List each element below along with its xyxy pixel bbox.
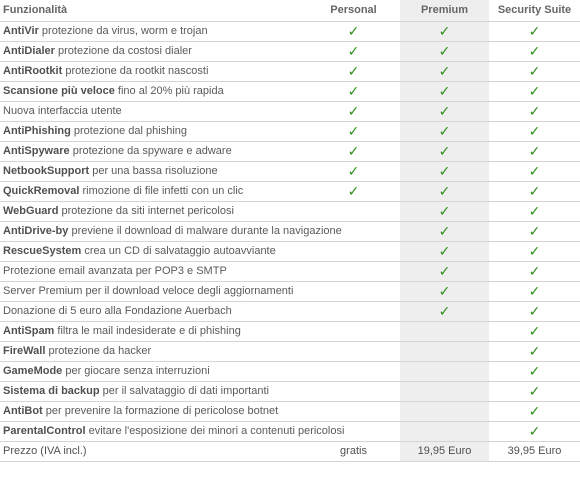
feature-row — [0, 121, 580, 141]
personal-included-cell — [307, 321, 400, 341]
premium-included-cell — [400, 41, 489, 61]
feature-description: Protezione email avanzata per POP3 e SMTP — [3, 265, 227, 277]
feature-description: per giocare senza interruzioni — [62, 365, 210, 377]
suite-included-cell — [489, 401, 580, 421]
checkmark-icon: ✓ — [528, 63, 541, 80]
suite-included-cell — [489, 201, 580, 221]
feature-row — [0, 401, 580, 421]
premium-included-cell — [400, 401, 489, 421]
checkmark-icon: ✓ — [438, 183, 451, 200]
feature-name: WebGuard — [3, 205, 59, 217]
suite-included-cell — [489, 161, 580, 181]
price-premium: 19,95 Euro — [400, 441, 489, 461]
feature-row — [0, 81, 580, 101]
feature-description: Donazione di 5 euro alla Fondazione Auerbach — [3, 305, 232, 317]
feature-description: protezione da siti internet pericolosi — [58, 205, 234, 217]
personal-included-cell — [307, 201, 400, 221]
feature-description: evitare l'esposizione dei minori a contenuti pericolosi — [85, 425, 345, 437]
checkmark-icon: ✓ — [528, 123, 541, 140]
feature-name: AntiPhishing — [3, 125, 71, 137]
premium-included-cell — [400, 81, 489, 101]
feature-row — [0, 341, 580, 361]
suite-included-cell — [489, 421, 580, 441]
feature-row — [0, 41, 580, 61]
checkmark-icon: ✓ — [528, 203, 541, 220]
feature-name: GameMode — [3, 365, 63, 377]
feature-cell — [0, 341, 307, 361]
checkmark-icon: ✓ — [528, 383, 541, 400]
suite-included-cell — [489, 121, 580, 141]
checkmark-icon: ✓ — [347, 183, 360, 200]
suite-included-cell — [489, 181, 580, 201]
personal-included-cell — [307, 101, 400, 121]
suite-included-cell — [489, 341, 580, 361]
suite-included-cell — [489, 81, 580, 101]
feature-name: AntiSpam — [3, 325, 55, 337]
checkmark-icon: ✓ — [347, 43, 360, 60]
feature-description: protezione da virus, worm e trojan — [38, 25, 208, 37]
feature-description: protezione da rootkit nascosti — [62, 65, 209, 77]
feature-description: fino al 20% più rapida — [114, 85, 224, 97]
feature-description: crea un CD di salvataggio autoavviante — [81, 245, 276, 257]
checkmark-icon: ✓ — [438, 303, 451, 320]
personal-included-cell — [307, 341, 400, 361]
premium-included-cell — [400, 221, 489, 241]
premium-included-cell — [400, 61, 489, 81]
feature-cell — [0, 321, 307, 341]
checkmark-icon: ✓ — [438, 223, 451, 240]
feature-name: Scansione più veloce — [3, 85, 115, 97]
feature-cell — [0, 361, 307, 381]
feature-description: per il salvataggio di dati importanti — [99, 385, 269, 397]
feature-row — [0, 421, 580, 441]
checkmark-icon: ✓ — [438, 103, 451, 120]
feature-description: Server Premium per il download veloce degli aggiornamenti — [3, 285, 294, 297]
premium-included-cell — [400, 261, 489, 281]
feature-cell — [0, 261, 307, 281]
feature-name: ParentalControl — [3, 425, 86, 437]
feature-description: filtra le mail indesiderate e di phishing — [54, 325, 241, 337]
premium-included-cell — [400, 321, 489, 341]
checkmark-icon: ✓ — [438, 83, 451, 100]
price-row — [0, 441, 580, 461]
checkmark-icon: ✓ — [528, 363, 541, 380]
premium-included-cell — [400, 361, 489, 381]
feature-cell — [0, 101, 307, 121]
personal-included-cell — [307, 61, 400, 81]
suite-included-cell — [489, 221, 580, 241]
feature-row — [0, 101, 580, 121]
checkmark-icon: ✓ — [528, 323, 541, 340]
price-personal: gratis — [307, 441, 400, 461]
premium-included-cell — [400, 301, 489, 321]
checkmark-icon: ✓ — [528, 183, 541, 200]
feature-row — [0, 141, 580, 161]
personal-included-cell — [307, 21, 400, 41]
feature-cell — [0, 281, 307, 301]
suite-included-cell — [489, 281, 580, 301]
personal-included-cell — [307, 261, 400, 281]
feature-name: AntiRootkit — [3, 65, 63, 77]
feature-cell — [0, 201, 307, 221]
feature-cell — [0, 21, 307, 41]
suite-included-cell — [489, 321, 580, 341]
feature-cell — [0, 121, 307, 141]
suite-included-cell — [489, 141, 580, 161]
feature-name: FireWall — [3, 345, 46, 357]
feature-name: AntiDialer — [3, 45, 55, 57]
feature-description: rimozione di file infetti con un clic — [79, 185, 244, 197]
feature-description: protezione da costosi dialer — [54, 45, 192, 57]
feature-row — [0, 301, 580, 321]
personal-included-cell — [307, 401, 400, 421]
personal-included-cell — [307, 381, 400, 401]
personal-included-cell — [307, 301, 400, 321]
feature-cell — [0, 421, 345, 441]
feature-cell — [0, 161, 307, 181]
premium-included-cell — [400, 21, 489, 41]
checkmark-icon: ✓ — [347, 83, 360, 100]
feature-row — [0, 281, 580, 301]
feature-cell — [0, 241, 307, 261]
personal-included-cell — [307, 181, 400, 201]
feature-row — [0, 261, 580, 281]
suite-included-cell — [489, 41, 580, 61]
checkmark-icon: ✓ — [528, 43, 541, 60]
premium-column-header: Premium — [400, 0, 489, 21]
personal-included-cell — [307, 361, 400, 381]
checkmark-icon: ✓ — [438, 263, 451, 280]
personal-included-cell — [307, 41, 400, 61]
checkmark-icon: ✓ — [528, 103, 541, 120]
suite-included-cell — [489, 101, 580, 121]
checkmark-icon: ✓ — [438, 143, 451, 160]
premium-included-cell — [400, 281, 489, 301]
checkmark-icon: ✓ — [528, 163, 541, 180]
feature-cell — [0, 81, 307, 101]
premium-included-cell — [400, 181, 489, 201]
feature-description: Nuova interfaccia utente — [3, 105, 122, 117]
checkmark-icon: ✓ — [528, 423, 541, 440]
header-row — [0, 0, 580, 21]
feature-description: per una bassa risoluzione — [89, 165, 218, 177]
security-suite-column-header: Security Suite — [489, 0, 580, 21]
feature-name: AntiVir — [3, 25, 39, 37]
personal-included-cell — [307, 161, 400, 181]
feature-row — [0, 61, 580, 81]
suite-included-cell — [489, 301, 580, 321]
feature-description: protezione da hacker — [45, 345, 152, 357]
checkmark-icon: ✓ — [438, 243, 451, 260]
feature-description: per prevenire la formazione di pericolose botnet — [42, 405, 279, 417]
checkmark-icon: ✓ — [528, 263, 541, 280]
checkmark-icon: ✓ — [528, 243, 541, 260]
feature-row — [0, 161, 580, 181]
suite-included-cell — [489, 61, 580, 81]
premium-included-cell — [400, 141, 489, 161]
feature-description: previene il download di malware durante la navigazione — [68, 225, 342, 237]
feature-cell — [0, 141, 307, 161]
premium-included-cell — [400, 341, 489, 361]
premium-included-cell — [400, 161, 489, 181]
feature-row — [0, 221, 580, 241]
feature-name: AntiDrive-by — [3, 225, 69, 237]
checkmark-icon: ✓ — [528, 223, 541, 240]
feature-cell — [0, 61, 307, 81]
personal-included-cell — [307, 81, 400, 101]
price-security-suite: 39,95 Euro — [489, 441, 580, 461]
suite-included-cell — [489, 241, 580, 261]
feature-cell — [0, 301, 307, 321]
feature-description: protezione dal phishing — [70, 125, 188, 137]
feature-cell — [0, 181, 307, 201]
premium-included-cell — [400, 381, 489, 401]
feature-row — [0, 201, 580, 221]
checkmark-icon: ✓ — [438, 163, 451, 180]
personal-included-cell — [307, 121, 400, 141]
feature-name: NetbookSupport — [3, 165, 90, 177]
checkmark-icon: ✓ — [438, 203, 451, 220]
feature-name: RescueSystem — [3, 245, 82, 257]
feature-cell — [0, 401, 307, 421]
checkmark-icon: ✓ — [528, 83, 541, 100]
checkmark-icon: ✓ — [347, 23, 360, 40]
personal-included-cell — [307, 141, 400, 161]
checkmark-icon: ✓ — [347, 63, 360, 80]
feature-row — [0, 21, 580, 41]
checkmark-icon: ✓ — [528, 303, 541, 320]
premium-included-cell — [400, 201, 489, 221]
checkmark-icon: ✓ — [438, 43, 451, 60]
suite-included-cell — [489, 261, 580, 281]
feature-name: Sistema di backup — [3, 385, 100, 397]
feature-cell — [0, 41, 307, 61]
checkmark-icon: ✓ — [528, 343, 541, 360]
personal-included-cell — [307, 281, 400, 301]
feature-description: protezione da spyware e adware — [69, 145, 232, 157]
checkmark-icon: ✓ — [528, 143, 541, 160]
checkmark-icon: ✓ — [438, 283, 451, 300]
personal-included-cell — [307, 241, 400, 261]
feature-row — [0, 361, 580, 381]
premium-included-cell — [400, 241, 489, 261]
checkmark-icon: ✓ — [347, 123, 360, 140]
feature-name: QuickRemoval — [3, 185, 80, 197]
feature-rows — [0, 21, 580, 441]
suite-included-cell — [489, 361, 580, 381]
checkmark-icon: ✓ — [528, 23, 541, 40]
feature-row — [0, 381, 580, 401]
price-label: Prezzo (IVA incl.) — [0, 441, 307, 461]
feature-row — [0, 321, 580, 341]
checkmark-icon: ✓ — [347, 143, 360, 160]
checkmark-icon: ✓ — [438, 23, 451, 40]
checkmark-icon: ✓ — [347, 163, 360, 180]
checkmark-icon: ✓ — [438, 123, 451, 140]
feature-column-header: Funzionalità — [0, 0, 307, 21]
feature-row — [0, 241, 580, 261]
premium-included-cell — [400, 421, 489, 441]
checkmark-icon: ✓ — [528, 283, 541, 300]
checkmark-icon: ✓ — [528, 403, 541, 420]
suite-included-cell — [489, 21, 580, 41]
feature-cell — [0, 221, 342, 241]
premium-included-cell — [400, 101, 489, 121]
checkmark-icon: ✓ — [438, 63, 451, 80]
feature-name: AntiBot — [3, 405, 43, 417]
feature-row — [0, 181, 580, 201]
suite-included-cell — [489, 381, 580, 401]
feature-cell — [0, 381, 307, 401]
personal-column-header: Personal — [307, 0, 400, 21]
checkmark-icon: ✓ — [347, 103, 360, 120]
premium-included-cell — [400, 121, 489, 141]
feature-name: AntiSpyware — [3, 145, 70, 157]
